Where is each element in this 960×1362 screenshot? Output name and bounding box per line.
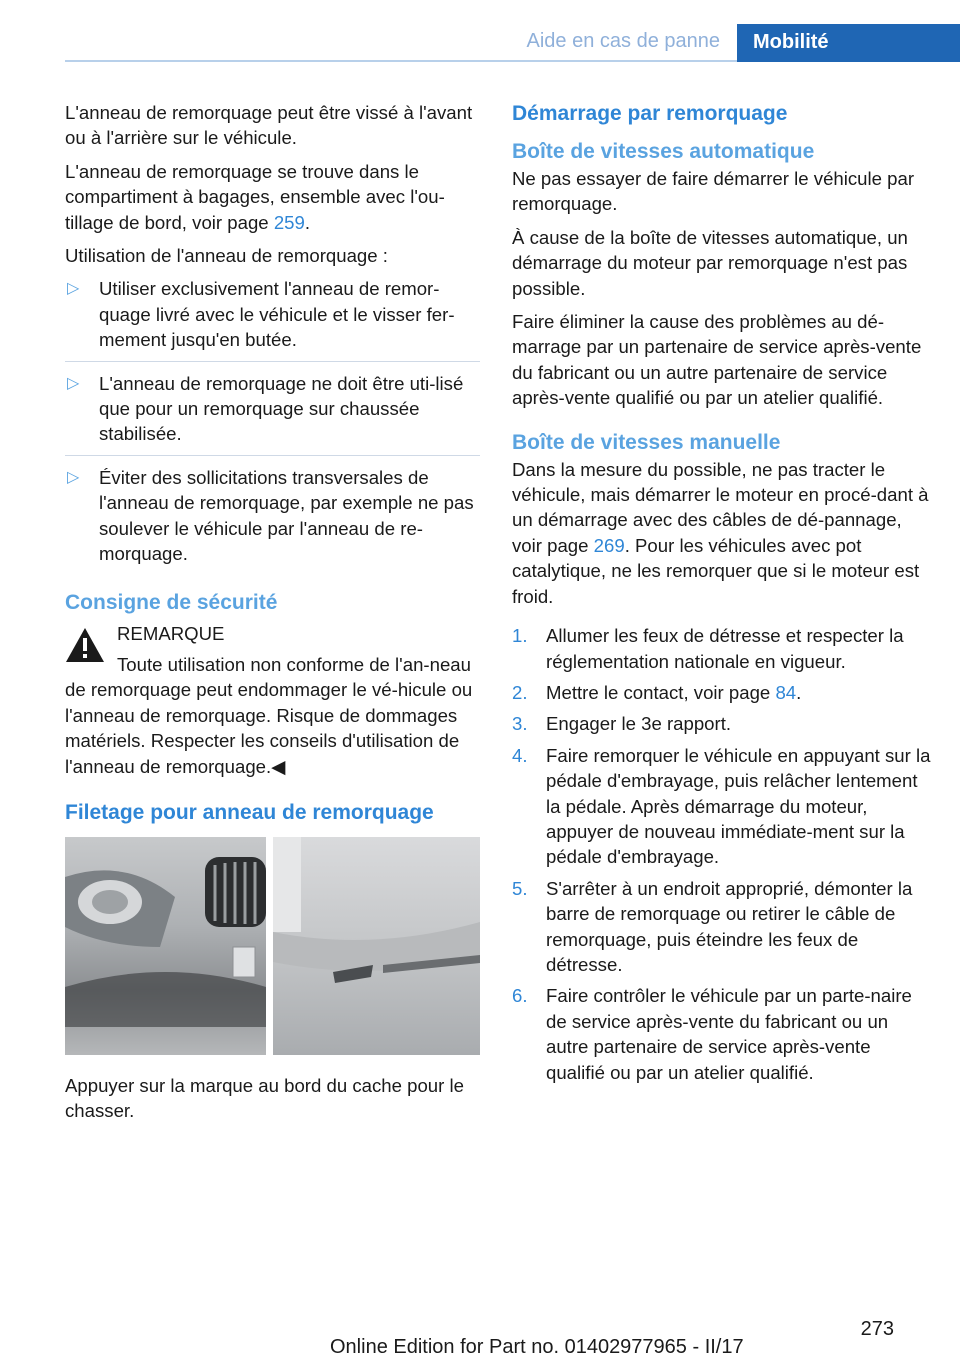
list-item: 4. Faire remorquer le véhicule en appuyant sur la pédale d'embrayage, puis relâcher lentement la pédale. Après démarrage du moteur, appuyer de nouveau immédiate‐ment sur la pédale d'embrayage. [512, 744, 931, 868]
warning-label: REMARQUE [117, 622, 225, 644]
triangle-bullet-icon: ▷ [67, 280, 80, 298]
figure-caption: Appuyer sur la marque au bord du cache pour le chasser. [65, 1074, 464, 1122]
step-number: 1. [512, 625, 528, 647]
list-item: 1. Allumer les feux de détresse et respecter la réglementation nationale en vigueur. [512, 625, 904, 672]
section-heading: Filetage pour anneau de remorquage [65, 800, 434, 824]
step-number: 3. [512, 713, 528, 735]
numbered-list [512, 623, 932, 1085]
triangle-bullet-icon: ▷ [67, 374, 80, 392]
rear-bumper-drawing [273, 837, 480, 1055]
illustration [65, 837, 480, 1055]
subsection-heading: Boîte de vitesses automatique [512, 140, 815, 163]
warning-block [65, 621, 480, 646]
list-item: 6. Faire contrôler le véhicule par un parte‐naire de service après-vente du fabricant ou un autre partenaire de service après-vente qualifié ou par un atelier qualifié. [512, 985, 912, 1083]
headlight-grille-drawing [65, 837, 266, 1055]
step-number: 2. [512, 681, 528, 703]
page-link-259[interactable]: 259 [273, 211, 305, 233]
step-number: 6. [512, 985, 528, 1007]
right-column [512, 100, 932, 1091]
list-item: ▷ Utiliser exclusivement l'anneau de remor‐quage livré avec le véhicule et le visser fer‐mement jusqu'en butée. [65, 276, 480, 361]
page-link-269[interactable]: 269 [593, 534, 625, 556]
page-link-84[interactable]: 84 [775, 681, 797, 703]
header-section-title: Aide en cas de panne [526, 30, 720, 52]
paragraph: À cause de la boîte de vitesses automatique, un démarrage du moteur par remorquage n'est pas possible. [512, 226, 908, 299]
paragraph: Ne pas essayer de faire démarrer le véhicule par remorquage. [512, 168, 915, 215]
section-heading: Consigne de sécurité [65, 590, 278, 614]
step-number: 5. [512, 877, 528, 899]
triangle-bullet-icon: ▷ [67, 468, 80, 486]
subsection-heading: Boîte de vitesses manuelle [512, 430, 781, 454]
rear-bumper-photo [273, 837, 480, 1055]
section-heading: Démarrage par remorquage [512, 102, 788, 125]
edition-footer: Online Edition for Part no. 01402977965 - II/17 [330, 1336, 744, 1358]
paragraph: Dans la mesure du possible, ne pas tracter le véhicule, mais démarrer le moteur en procé‐dant à un démarrage avec des câbles de dé‐pannage, voir page 269. Pour les véhicules avec pot catalytique, ne les remorquer que si le moteur est froid. [512, 458, 929, 607]
paragraph: L'anneau de remorquage se trouve dans le compartiment à bagages, ensemble avec l'ou‐tillage de bord, voir page 259. [65, 160, 445, 233]
list-item: 3. Engager le 3e rapport. [512, 711, 932, 736]
header-chapter-tab: Mobilité [737, 24, 960, 62]
header-rule [65, 60, 737, 62]
list-item: 2. Mettre le contact, voir page 84. [512, 680, 932, 705]
front-bumper-photo [65, 837, 266, 1055]
list-item: 5. S'arrêter à un endroit approprié, démonter la barre de remorquage ou retirer le câble de remorquage, puis éteindre les feux de détresse. [512, 877, 913, 975]
bullet-list [65, 276, 480, 574]
page-number: 273 [860, 1318, 894, 1340]
left-column [65, 100, 480, 1132]
warning-triangle-icon [65, 627, 105, 663]
list-item: ▷ Éviter des sollicitations transversales de l'anneau de remorquage, par exemple ne pas soulever le véhicule par l'anneau de re‐morquage. [67, 466, 474, 565]
paragraph: Faire éliminer la cause des problèmes au dé‐marrage par un partenaire de service après-vente du fabricant ou un autre partenaire de service après-vente qualifié ou par un atelier qualifié. [512, 311, 922, 409]
warning-text: Toute utilisation non conforme de l'an‐neau de remorquage peut endommager le vé‐hicule ou l'anneau de remorquage. Risque de dommages matériels. Respecter les conseils d'utilisation de l'anneau de remorquage.◀ [65, 653, 473, 777]
paragraph: L'anneau de remorquage peut être vissé à l'avant ou à l'arrière sur le véhicule. [65, 102, 473, 149]
paragraph: Utilisation de l'anneau de remorquage : [65, 245, 388, 267]
step-number: 4. [512, 744, 528, 766]
list-item: ▷ L'anneau de remorquage ne doit être uti‐lisé que pour un remorquage sur chaussée stabilisée. [65, 371, 480, 456]
